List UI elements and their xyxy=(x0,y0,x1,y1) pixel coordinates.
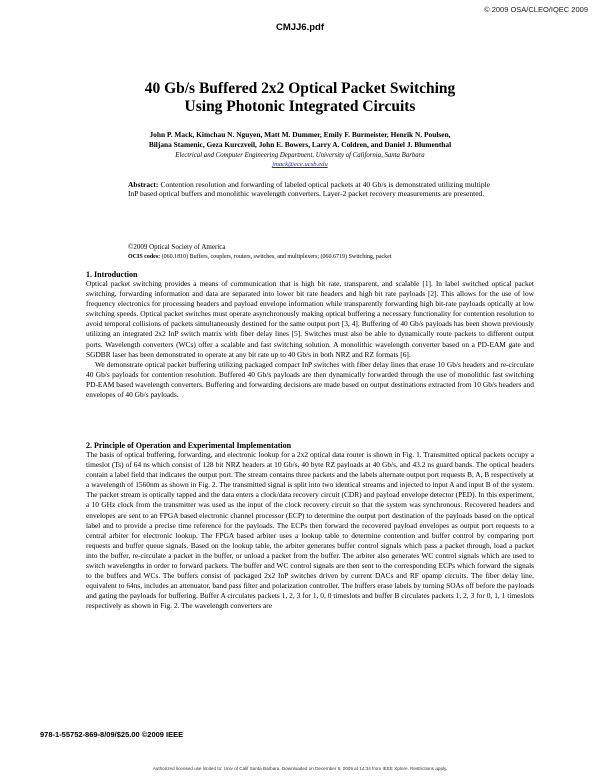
affiliation: Electrical and Computer Engineering Department, University of California, Santa Barbara xyxy=(175,152,425,159)
copyright-notice: © 2009 OSA/CLEO/IQEC 2009 xyxy=(484,5,588,14)
title-line-2: Using Photonic Integrated Circuits xyxy=(184,98,416,115)
isbn-footer: 978-1-55752-869-8/09/$25.00 ©2009 IEEE xyxy=(40,730,184,739)
intro-paragraph-2: We demonstrate optical packet buffering utilizing packaged compact InP switches with fiber delay lines that erase 10 Gb/s headers and re-circulate 40 Gb/s payloads for contention resolution. Buffered 40 Gb/s payloads are then dynamically forwarded through the use of monolithic fast switching PD-EAM based wavelength converters. Buffering and forwarding decisions are made based on output destinations extracted from 10 Gb/s headers and envelopes of 40 Gb/s payloads. xyxy=(86,359,534,400)
license-notice: Authorized licensed use limited to: Univ of Calif Santa Barbara. Downloaded on December 8, 2009 at 14:34 from IEEE Xplore. Restrictions apply. xyxy=(152,766,448,771)
ocis-text: (060.1810) Buffers, couplers, routers, switches, and multiplexers; (060.6719) Switching, packet xyxy=(160,254,392,260)
authors-line-1: John P. Mack, Kimchau N. Nguyen, Matt M. Dummer, Emily F. Burmeister, Henrik N. Poulsen, xyxy=(149,130,451,139)
author-list xyxy=(70,130,530,151)
ocis-label: OCIS codes: xyxy=(128,254,161,260)
abstract-text: Contention resolution and forwarding of labeled optical packets at 40 Gb/s is demonstrated utilizing multiple InP based optical buffers and monolithic wavelength converters. Layer-2 packet recovery measurements are presented. xyxy=(128,180,490,199)
section-heading-introduction: 1. Introduction xyxy=(86,270,138,279)
section-principle xyxy=(86,441,534,612)
abstract-copyright: ©2009 Optical Society of America xyxy=(128,243,226,251)
document-filename: CMJJ6.pdf xyxy=(275,22,325,33)
authors-line-2: Biljana Stamenic, Geza Kurczveil, John E. Bowers, Larry A. Coldren, and Daniel J. Blumenthal xyxy=(148,140,452,150)
abstract xyxy=(128,180,490,199)
email-link[interactable]: jmack@ece.ucsb.edu xyxy=(272,161,328,168)
title-line-1: 40 Gb/s Buffered 2x2 Optical Packet Switching xyxy=(144,80,456,97)
abstract-label: Abstract: xyxy=(128,180,159,189)
intro-paragraph-1: Optical packet switching provides a means of communication that is high bit rate, transparent, and scalable [1]. In label switched optical packet switching, forwarding information and data are separated into lower bit rate headers and high bit rate payloads [2]. This allows for the use of low frequency electronics for processing headers and payload envelope information while transparently forwarding high bit-rate payloads optically at low switching speeds. Optical packet switches must operate asynchronously making optical buffering a necessary functionality for contention resolution to avoid temporal collisions of packets simultaneously destined for the same output port [3, 4]. Buffering of 40 Gb/s payloads has been shown previously utilizing an integrated 2x2 InP switch matrix with fiber delay lines [5]. Switches must also be able to dynamically route packets to different output ports. Wavelength converters (WCs) offer a scalable and fast switching solution. A monolithic wavelength converter based on a PD-EAM gate and SGDBR laser has been demonstrated to operate at any bit rate up to 40 Gb/s in both NRZ and RZ formats [6]. xyxy=(86,279,534,359)
section-introduction xyxy=(86,270,534,400)
section-heading-principle: 2. Principle of Operation and Experimental Implementation xyxy=(86,441,292,450)
ocis-codes xyxy=(128,253,500,261)
principle-paragraph-1: The basis of optical buffering, forwarding, and electronic lookup for a 2x2 optical data router is shown in Fig. 1. Transmitted optical packets occupy a timeslot (Ts) of 64 ns which consist of 128 bit NRZ headers at 10 Gb/s, 40 byte RZ payloads at 40 Gb/s, and 43.2 ns guard bands. The optical headers contain a label field that indicates the output port. The stream contains three packets and the labels alternate output port requests B, A, B respectively at a wavelength of 1560nm as shown in Fig. 2. The transmitted signal is split into two identical streams and injected to input A and input B of the system. The packet stream is optically tapped and the data enters a clock/data recovery circuit (CDR) and payload envelope detector (PED). In this experiment, a 10 GHz clock from the transmitter was used as the input of the clock recovery circuit so that the system was synchronous. Recovered headers and envelopes are sent to an FPGA based electronic channel processor (ECP) to determine the output port destination of the payloads based on the optical label and to provide a precise time reference for the payloads. The ECPs then forward the recovered payload envelopes as output port requests to a central arbiter for electronic lookup. The FPGA based arbiter uses a lookup table to determine contention and buffer control by comparing port requests and buffer queue signals. Based on the lookup table, the arbiter generates buffer control signals which pass a packet through, load a packet into the buffer, re-circulate a packet in the buffer, or unload a packet from the buffer. The arbiter also generates WC control signals which are used to switch wavelengths in order to forward packets. The buffer and WC control signals are then sent to the corresponding ECPs which forward the signals to the buffers and WCs. The buffers consist of packaged 2x2 InP switches driven by current DACs and RF opamp circuits. The fiber delay line, equivalent to 64ns, includes an attenuator, band pass filter and polarization controller. The buffers erase labels by turning SOAs off before the payloads and gating the payloads for buffering. Buffer A circulates packets 1, 2, 3 for 1, 0, 0 timeslots and buffer B circulates packets 1, 2, 3 for 0, 1, 1 timeslots respectively as shown in Fig. 2. The wavelength converters are xyxy=(86,450,534,611)
paper-title xyxy=(60,80,540,116)
